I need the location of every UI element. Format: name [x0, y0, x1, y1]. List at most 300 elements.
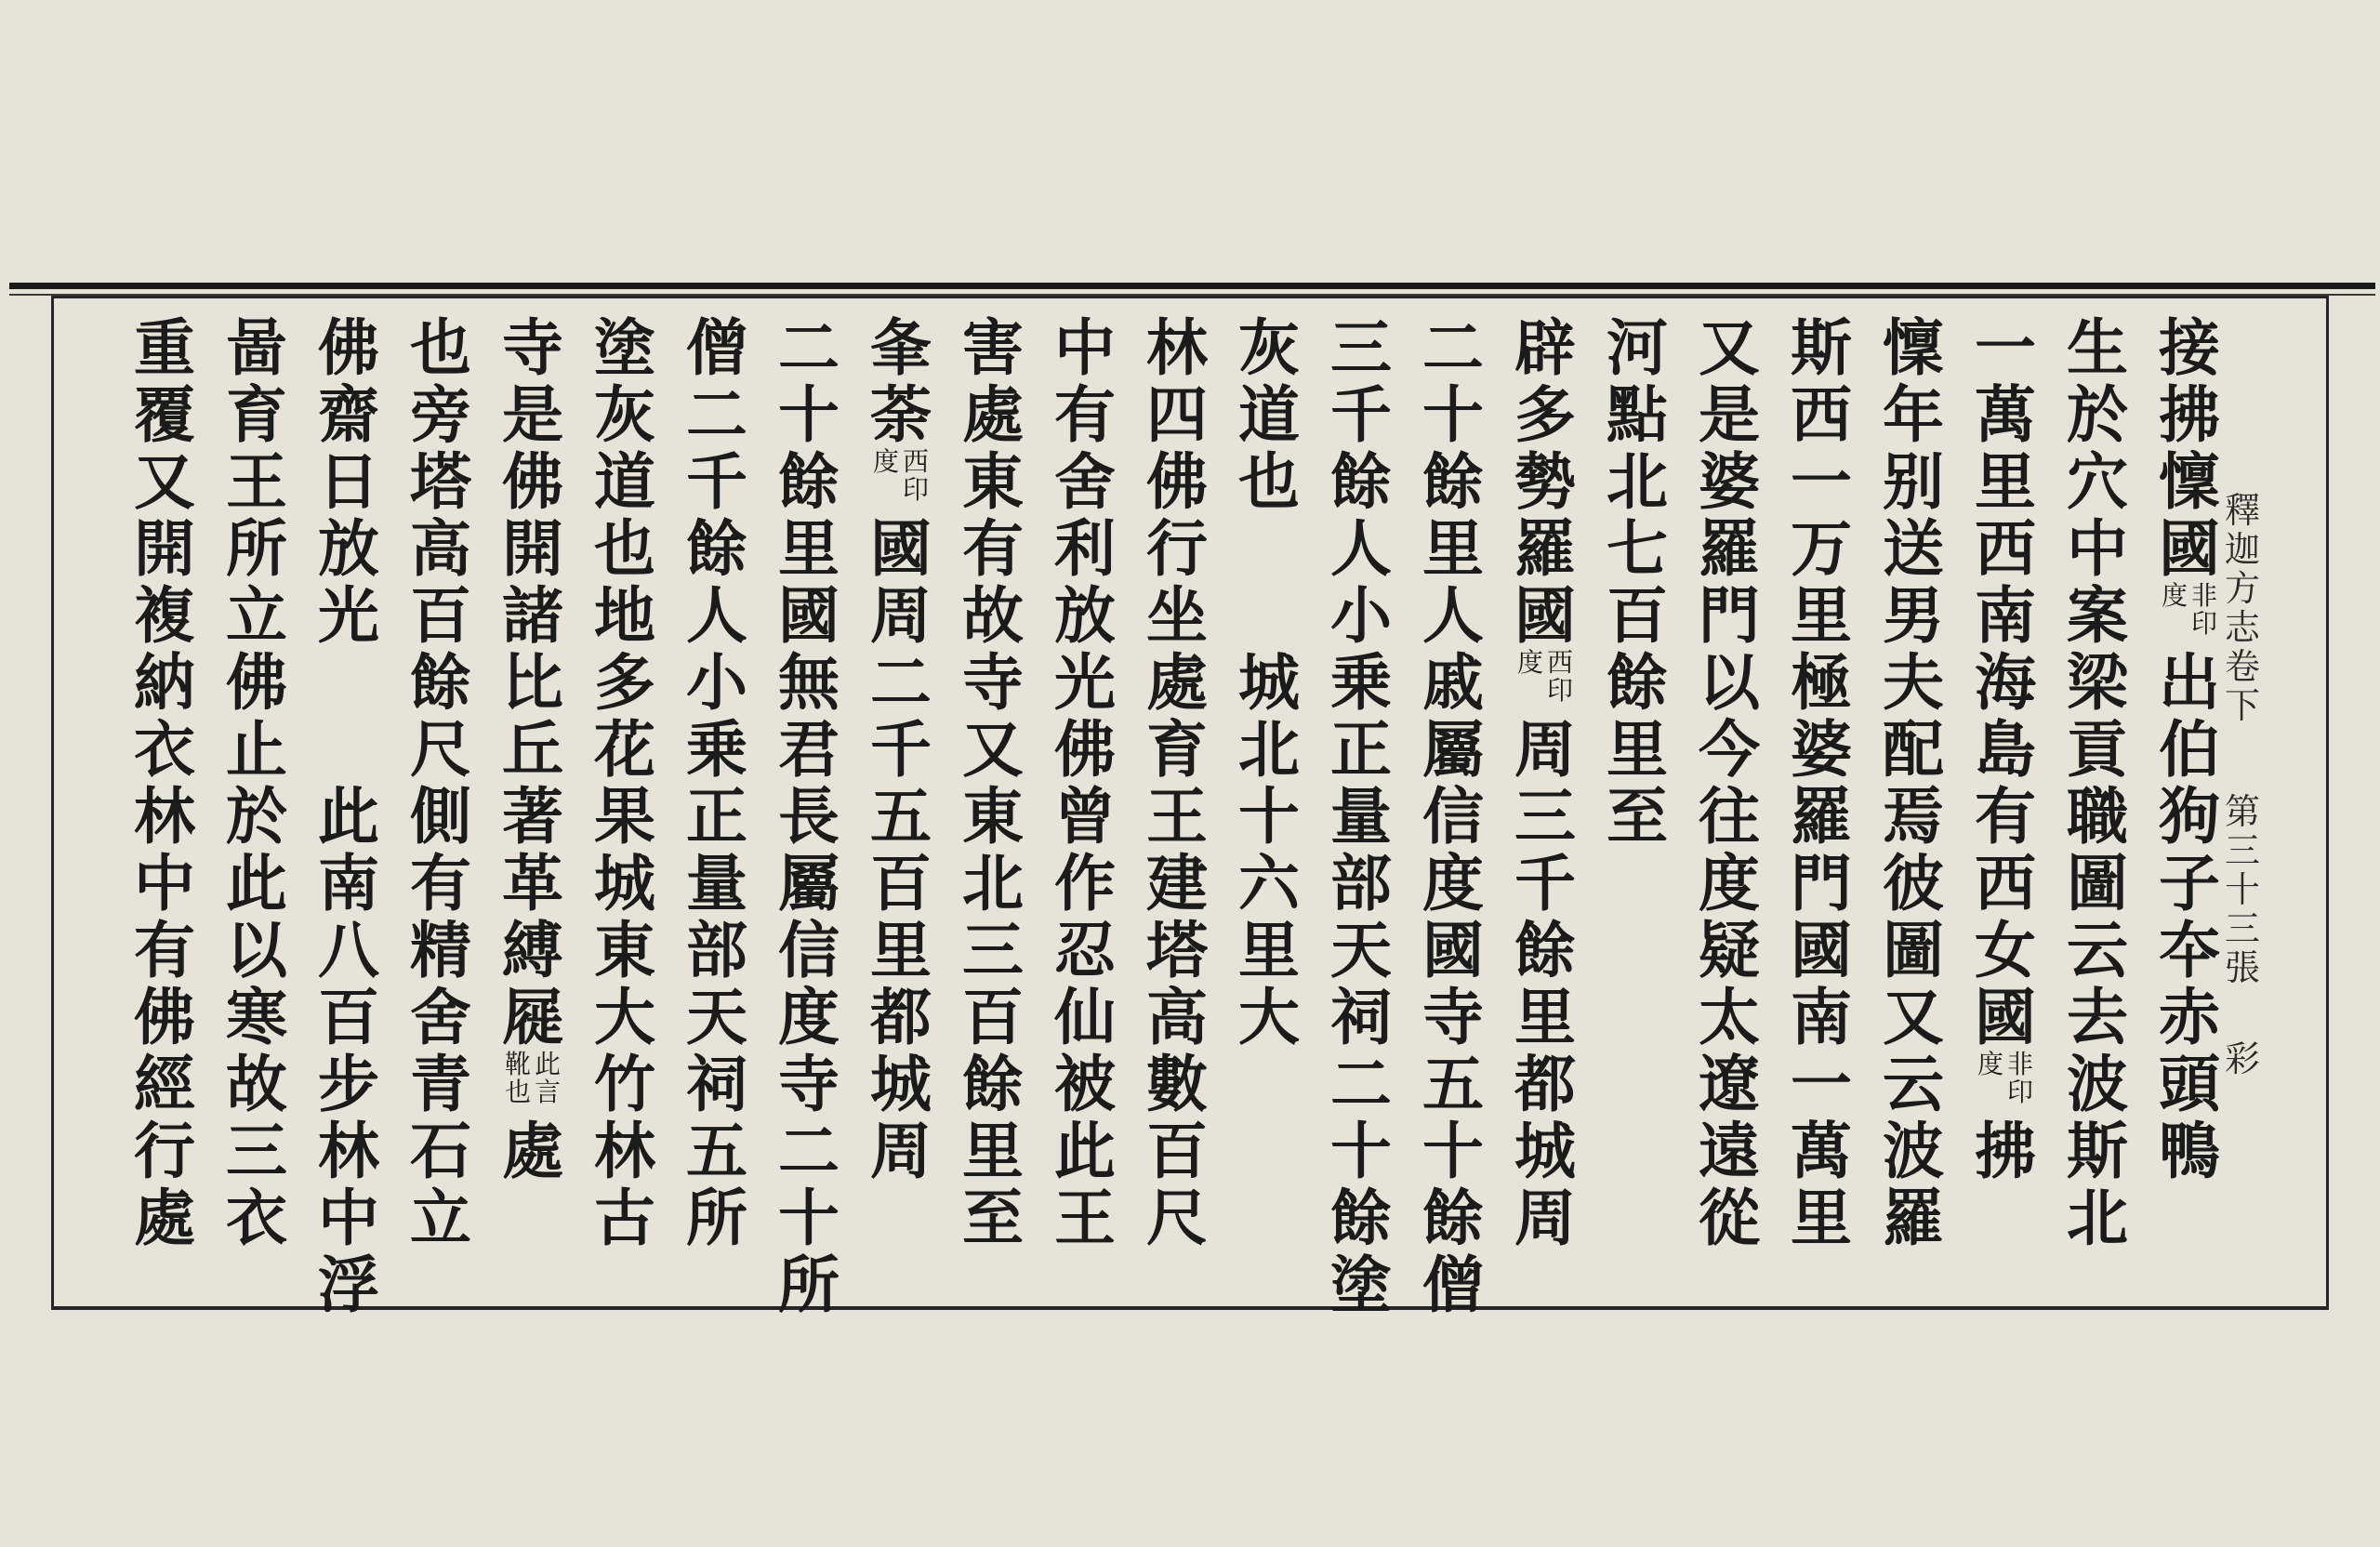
glyph: 處 — [962, 378, 1024, 451]
glyph: 里 — [962, 1115, 1024, 1187]
glyph: 縛 — [502, 914, 563, 986]
glyph: 拂 — [2159, 378, 2220, 451]
glyph: 波 — [2067, 1048, 2128, 1120]
glyph: 覆 — [134, 378, 195, 451]
note-line — [2162, 582, 2188, 610]
glyph: 六 — [1238, 847, 1300, 919]
glyph: 有 — [1054, 378, 1116, 451]
glyph: 衣 — [226, 1182, 287, 1254]
column-gap — [1236, 582, 1302, 649]
text-column — [1513, 311, 1578, 1254]
glyph: 祠 — [686, 1048, 747, 1120]
glyph: 西 — [1791, 378, 1852, 451]
glyph: 此 — [1054, 1115, 1116, 1187]
glyph: 納 — [134, 646, 195, 719]
text-column — [1421, 311, 1486, 1321]
glyph: 職 — [2067, 780, 2128, 853]
running-head-char: 迦 — [2224, 529, 2260, 570]
glyph: 數 — [1146, 1048, 1208, 1120]
glyph: 佛 — [1146, 445, 1208, 518]
glyph: 佛 — [1054, 713, 1116, 786]
glyph: 石 — [410, 1115, 471, 1187]
note-line — [2191, 582, 2217, 638]
glyph: 羅 — [1883, 1182, 1944, 1254]
glyph: 百 — [1606, 579, 1668, 652]
glyph: 育 — [226, 378, 287, 451]
glyph: 夆 — [870, 311, 932, 384]
glyph: 羅 — [1699, 512, 1760, 585]
glyph: 君 — [778, 713, 840, 786]
glyph: 道 — [594, 445, 655, 518]
glyph: 城 — [1514, 1115, 1576, 1187]
top-border-rule — [9, 283, 2375, 289]
glyph: 天 — [686, 981, 747, 1053]
glyph: 萬 — [1975, 378, 2036, 451]
running-head-char: 張 — [2224, 947, 2260, 988]
glyph: 勢 — [1514, 445, 1576, 518]
glyph: 十 — [778, 1182, 840, 1254]
glyph: 故 — [962, 579, 1024, 652]
glyph: 里 — [1975, 445, 2036, 518]
glyph: 東 — [962, 445, 1024, 518]
glyph: 高 — [410, 512, 471, 585]
glyph: 光 — [318, 579, 379, 652]
glyph: 點 — [1606, 378, 1668, 451]
glyph: 處 — [502, 1115, 563, 1187]
glyph: 五 — [870, 780, 932, 853]
running-head-char: 方 — [2224, 568, 2260, 609]
glyph: 餘 — [1330, 1182, 1392, 1254]
glyph: 南 — [1975, 579, 2036, 652]
glyph: 浮 — [318, 1249, 379, 1321]
glyph: 長 — [778, 780, 840, 853]
glyph: 果 — [594, 780, 655, 853]
glyph: 門 — [1791, 847, 1852, 919]
glyph: 花 — [594, 713, 655, 786]
interlinear-note — [1517, 649, 1573, 716]
glyph: 鴨 — [2159, 1115, 2220, 1187]
glyph: 正 — [1330, 713, 1392, 786]
glyph: 信 — [778, 914, 840, 986]
note-glyph: 度 — [1516, 647, 1543, 678]
glyph: 西 — [1975, 512, 2036, 585]
glyph: 里 — [1791, 1182, 1852, 1254]
glyph: 青 — [410, 1048, 471, 1120]
glyph: 城 — [870, 1048, 932, 1120]
glyph: 乗 — [1330, 646, 1392, 719]
glyph: 精 — [410, 914, 471, 986]
glyph: 此 — [318, 780, 379, 853]
glyph: 云 — [2067, 914, 2128, 986]
glyph: 東 — [594, 914, 655, 986]
glyph: 餘 — [1422, 1182, 1484, 1254]
note-glyph: 印 — [2191, 608, 2218, 639]
glyph: 立 — [226, 579, 287, 652]
glyph: 於 — [226, 780, 287, 853]
note-line — [505, 1051, 531, 1106]
glyph: 屬 — [778, 847, 840, 919]
glyph: 海 — [1975, 646, 2036, 719]
glyph: 灰 — [1238, 311, 1300, 384]
glyph: 配 — [1883, 713, 1944, 786]
glyph: 度 — [1422, 847, 1484, 919]
glyph: 僧 — [686, 311, 747, 384]
glyph: 又 — [1699, 311, 1760, 384]
glyph: 寺 — [778, 1048, 840, 1120]
glyph: 十 — [1422, 1115, 1484, 1187]
note-glyph: 印 — [1547, 675, 1574, 706]
text-column — [316, 311, 381, 1321]
glyph: 度 — [1699, 847, 1760, 919]
glyph: 斯 — [2067, 1115, 2128, 1187]
glyph: 梁 — [2067, 646, 2128, 719]
glyph: 作 — [1054, 847, 1116, 919]
glyph: 荼 — [870, 378, 932, 451]
glyph: 里 — [1514, 981, 1576, 1053]
glyph: 國 — [870, 512, 932, 585]
glyph: 國 — [778, 579, 840, 652]
glyph: 餘 — [1606, 646, 1668, 719]
glyph: 穴 — [2067, 445, 2128, 518]
glyph: 國 — [2159, 512, 2220, 585]
glyph: 東 — [962, 780, 1024, 853]
running-head-char: 彩 — [2224, 1038, 2260, 1079]
glyph: 尺 — [1146, 1182, 1208, 1254]
glyph: 放 — [318, 512, 379, 585]
glyph: 屬 — [1422, 713, 1484, 786]
glyph: 焉 — [1883, 780, 1944, 853]
glyph: 又 — [134, 445, 195, 518]
glyph: 佛 — [502, 445, 563, 518]
text-column — [1144, 311, 1210, 1254]
running-head-char: 三 — [2224, 830, 2260, 871]
glyph: 旁 — [410, 378, 471, 451]
glyph: 中 — [318, 1182, 379, 1254]
glyph: 男 — [1883, 579, 1944, 652]
glyph: 舍 — [1054, 445, 1116, 518]
note-glyph: 非 — [2007, 1049, 2034, 1079]
glyph: 處 — [134, 1182, 195, 1254]
glyph: 中 — [134, 847, 195, 919]
glyph: 害 — [962, 311, 1024, 384]
glyph: 齋 — [318, 378, 379, 451]
glyph: 寺 — [502, 311, 563, 384]
glyph: 七 — [1606, 512, 1668, 585]
running-head-char: 下 — [2224, 685, 2260, 726]
glyph: 遠 — [1699, 1115, 1760, 1187]
running-head-char: 卷 — [2224, 646, 2260, 687]
note-glyph: 西 — [1547, 647, 1574, 678]
glyph: 國 — [1975, 981, 2036, 1053]
glyph: 也 — [594, 512, 655, 585]
glyph: 五 — [1422, 1048, 1484, 1120]
glyph: 利 — [1054, 512, 1116, 585]
text-column — [1697, 311, 1762, 1254]
glyph: 二 — [778, 1115, 840, 1187]
glyph: 餘 — [1514, 914, 1576, 986]
glyph: 多 — [594, 646, 655, 719]
glyph: 日 — [318, 445, 379, 518]
glyph: 羅 — [1791, 780, 1852, 853]
glyph: 大 — [594, 981, 655, 1053]
note-glyph: 度 — [2161, 580, 2188, 611]
glyph: 國 — [1514, 579, 1576, 652]
glyph: 著 — [502, 780, 563, 853]
glyph: 萬 — [1791, 1115, 1852, 1187]
note-glyph: 此 — [535, 1049, 562, 1079]
glyph: 灰 — [594, 378, 655, 451]
glyph: 送 — [1883, 512, 1944, 585]
glyph: 里 — [870, 914, 932, 986]
note-glyph: 度 — [872, 446, 899, 477]
glyph: 百 — [318, 981, 379, 1053]
glyph: 有 — [410, 847, 471, 919]
glyph: 北 — [1238, 713, 1300, 786]
glyph: 周 — [1514, 713, 1576, 786]
glyph: 里 — [1791, 579, 1852, 652]
glyph: 忍 — [1054, 914, 1116, 986]
glyph: 高 — [1146, 981, 1208, 1053]
note-line — [1977, 1051, 2003, 1078]
glyph: 丘 — [502, 713, 563, 786]
glyph: 有 — [1975, 780, 2036, 853]
text-column — [408, 311, 473, 1254]
glyph: 此 — [226, 847, 287, 919]
running-head-char: 志 — [2224, 607, 2260, 648]
glyph: 寺 — [962, 646, 1024, 719]
glyph: 寺 — [1422, 981, 1484, 1053]
glyph: 處 — [1146, 646, 1208, 719]
glyph: 百 — [962, 981, 1024, 1053]
note-line — [1547, 649, 1573, 705]
text-column — [1881, 311, 1946, 1254]
glyph: 千 — [1330, 378, 1392, 451]
glyph: 餘 — [778, 445, 840, 518]
glyph: 餘 — [1422, 445, 1484, 518]
glyph: 百 — [410, 579, 471, 652]
glyph: 王 — [1146, 780, 1208, 853]
glyph: 十 — [1422, 378, 1484, 451]
glyph: 云 — [1883, 1048, 1944, 1120]
glyph: 都 — [870, 981, 932, 1053]
text-column — [132, 311, 197, 1254]
glyph: 仙 — [1054, 981, 1116, 1053]
column-gap — [1236, 515, 1302, 582]
glyph: 又 — [1883, 981, 1944, 1053]
glyph: 三 — [1330, 311, 1392, 384]
interlinear-note — [873, 448, 929, 515]
text-column — [776, 311, 841, 1321]
glyph: 無 — [778, 646, 840, 719]
glyph: 正 — [686, 780, 747, 853]
column-gap — [316, 716, 381, 783]
text-column — [868, 311, 933, 1187]
glyph: 林 — [134, 780, 195, 853]
glyph: 所 — [686, 1182, 747, 1254]
glyph: 側 — [410, 780, 471, 853]
glyph: 波 — [1883, 1115, 1944, 1187]
glyph: 塔 — [1146, 914, 1208, 986]
glyph: 别 — [1883, 445, 1944, 518]
glyph: 夫 — [1883, 646, 1944, 719]
note-line — [1517, 649, 1543, 677]
glyph: 經 — [134, 1048, 195, 1120]
interlinear-note — [1977, 1051, 2033, 1117]
running-head-char: 釋 — [2224, 490, 2260, 531]
glyph: 量 — [1330, 780, 1392, 853]
glyph: 有 — [134, 914, 195, 986]
glyph: 所 — [778, 1249, 840, 1321]
glyph: 圖 — [2067, 847, 2128, 919]
glyph: 王 — [226, 445, 287, 518]
note-line — [535, 1051, 561, 1106]
glyph: 狗 — [2159, 780, 2220, 853]
glyph: 乗 — [686, 713, 747, 786]
note-glyph: 言 — [535, 1077, 562, 1107]
glyph: 子 — [2159, 847, 2220, 919]
glyph: 年 — [1883, 378, 1944, 451]
glyph: 塗 — [1330, 1249, 1392, 1321]
note-glyph: 西 — [903, 446, 930, 477]
glyph: 北 — [1606, 445, 1668, 518]
glyph: 小 — [686, 646, 747, 719]
text-column — [684, 311, 749, 1254]
running-head-mark — [2224, 1039, 2261, 1078]
glyph: 彼 — [1883, 847, 1944, 919]
glyph: 頭 — [2159, 1048, 2220, 1120]
glyph: 周 — [1514, 1182, 1576, 1254]
text-column — [500, 311, 565, 1187]
glyph: 生 — [2067, 311, 2128, 384]
glyph: 也 — [410, 311, 471, 384]
glyph: 小 — [1330, 579, 1392, 652]
glyph: 餘 — [686, 512, 747, 585]
glyph: 啚 — [226, 311, 287, 384]
note-line — [903, 448, 929, 504]
text-column — [1605, 311, 1670, 853]
note-glyph: 也 — [504, 1077, 531, 1107]
text-column — [592, 311, 657, 1254]
glyph: 量 — [686, 847, 747, 919]
text-column — [960, 311, 1025, 1254]
glyph: 南 — [318, 847, 379, 919]
glyph: 八 — [318, 914, 379, 986]
interlinear-note — [505, 1051, 561, 1117]
glyph: 島 — [1975, 713, 2036, 786]
glyph: 懍 — [2159, 445, 2220, 518]
glyph: 懍 — [1883, 311, 1944, 384]
glyph: 又 — [962, 713, 1024, 786]
glyph: 至 — [962, 1182, 1024, 1254]
glyph: 辟 — [1514, 311, 1576, 384]
glyph: 千 — [870, 713, 932, 786]
glyph: 以 — [226, 914, 287, 986]
glyph: 塗 — [594, 311, 655, 384]
glyph: 千 — [1514, 847, 1576, 919]
glyph: 舍 — [410, 981, 471, 1053]
glyph: 三 — [226, 1115, 287, 1187]
glyph: 佛 — [226, 646, 287, 719]
glyph: 接 — [2159, 311, 2220, 384]
glyph: 重 — [134, 311, 195, 384]
glyph: 所 — [226, 512, 287, 585]
running-head-title — [2224, 491, 2261, 725]
glyph: 也 — [1238, 445, 1300, 518]
glyph: 度 — [778, 981, 840, 1053]
glyph: 里 — [1606, 713, 1668, 786]
glyph: 從 — [1699, 1182, 1760, 1254]
glyph: 羅 — [1514, 512, 1576, 585]
glyph: 一 — [1791, 1048, 1852, 1120]
glyph: 周 — [870, 1115, 932, 1187]
glyph: 往 — [1699, 780, 1760, 853]
glyph: 十 — [1330, 1115, 1392, 1187]
glyph: 開 — [134, 512, 195, 585]
note-line — [2007, 1051, 2033, 1106]
glyph: 疑 — [1699, 914, 1760, 986]
glyph: 餘 — [1330, 445, 1392, 518]
glyph: 百 — [870, 847, 932, 919]
glyph: 林 — [1146, 311, 1208, 384]
note-glyph: 印 — [2007, 1077, 2034, 1107]
glyph: 婆 — [1699, 445, 1760, 518]
bottom-border-rule — [51, 1306, 2329, 1310]
glyph: 坐 — [1146, 579, 1208, 652]
interlinear-note — [2162, 582, 2217, 649]
glyph: 南 — [1791, 981, 1852, 1053]
glyph: 國 — [1422, 914, 1484, 986]
text-column — [2157, 311, 2222, 1187]
glyph: 衣 — [134, 713, 195, 786]
glyph: 餘 — [410, 646, 471, 719]
glyph: 二 — [1330, 1048, 1392, 1120]
glyph: 故 — [226, 1048, 287, 1120]
glyph: 開 — [502, 512, 563, 585]
glyph: 比 — [502, 646, 563, 719]
glyph: 赤 — [2159, 981, 2220, 1053]
glyph: 万 — [1791, 512, 1852, 585]
note-glyph: 度 — [1977, 1049, 2003, 1079]
glyph: 一 — [1791, 445, 1852, 518]
glyph: 二 — [778, 311, 840, 384]
glyph: 五 — [686, 1115, 747, 1187]
glyph: 周 — [870, 579, 932, 652]
glyph: 里 — [1422, 512, 1484, 585]
glyph: 寒 — [226, 981, 287, 1053]
glyph: 圖 — [1883, 914, 1944, 986]
glyph: 貢 — [2067, 713, 2128, 786]
glyph: 都 — [1514, 1048, 1576, 1120]
glyph: 以 — [1699, 646, 1760, 719]
glyph: 多 — [1514, 378, 1576, 451]
glyph: 一 — [1975, 311, 2036, 384]
column-gap — [316, 649, 381, 716]
note-glyph: 印 — [903, 474, 930, 505]
running-head-leaf — [2224, 792, 2261, 987]
glyph: 中 — [2067, 512, 2128, 585]
running-head-char: 三 — [2224, 908, 2260, 949]
text-column — [1236, 311, 1302, 1053]
glyph: 夲 — [2159, 914, 2220, 986]
glyph: 林 — [594, 1115, 655, 1187]
glyph: 光 — [1054, 646, 1116, 719]
glyph: 至 — [1606, 780, 1668, 853]
note-line — [873, 448, 899, 476]
glyph: 去 — [2067, 981, 2128, 1053]
glyph: 里 — [778, 512, 840, 585]
glyph: 僧 — [1422, 1249, 1484, 1321]
glyph: 西 — [1975, 847, 2036, 919]
